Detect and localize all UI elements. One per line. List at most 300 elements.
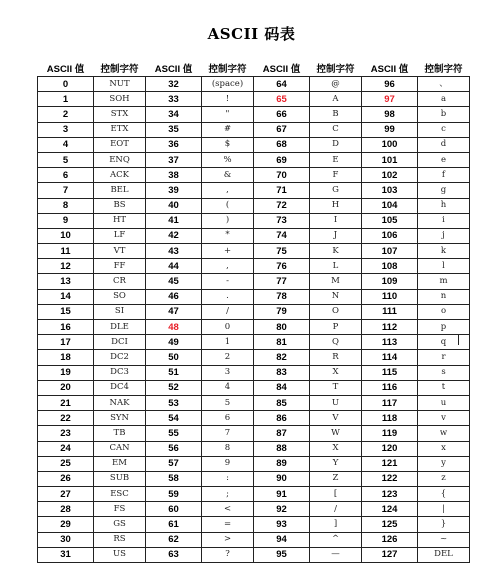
character-cell: p [418,320,470,335]
ascii-code-cell: 29 [38,517,94,532]
character-cell: R [310,350,362,365]
ascii-code-cell: 121 [362,456,418,471]
character-cell: u [418,395,470,410]
ascii-code-cell: 32 [146,77,202,92]
character-cell: j [418,228,470,243]
ascii-code-cell: 86 [254,411,310,426]
character-cell: r [418,350,470,365]
character-cell: q [418,335,470,350]
character-cell: ; [202,487,254,502]
table-row [38,152,470,167]
column-header: ASCII 值 [146,60,202,77]
table-row [38,471,470,486]
character-cell: , [202,183,254,198]
character-cell: DLE [94,320,146,335]
ascii-code-cell: 41 [146,213,202,228]
ascii-code-cell: 63 [146,547,202,562]
character-cell: $ [202,137,254,152]
table-row [38,320,470,335]
character-cell: d [418,137,470,152]
ascii-code-cell: 50 [146,350,202,365]
ascii-code-cell: 14 [38,289,94,304]
ascii-code-cell: 45 [146,274,202,289]
ascii-code-cell: 59 [146,487,202,502]
character-cell: BEL [94,183,146,198]
column-header: 控制字符 [202,60,254,77]
character-cell: 4 [202,380,254,395]
character-cell: ( [202,198,254,213]
character-cell: % [202,152,254,167]
text-cursor-mark [458,334,459,345]
ascii-code-cell: 44 [146,259,202,274]
ascii-code-cell: 76 [254,259,310,274]
page-title: ASCII 码表 [207,25,296,43]
character-cell: 9 [202,456,254,471]
ascii-code-cell: 120 [362,441,418,456]
ascii-code-cell: 22 [38,411,94,426]
column-header: 控制字符 [94,60,146,77]
character-cell: A [310,92,362,107]
ascii-code-cell: 68 [254,137,310,152]
ascii-code-cell: 127 [362,547,418,562]
ascii-code-cell: 67 [254,122,310,137]
ascii-code-cell: 18 [38,350,94,365]
table-row [38,502,470,517]
ascii-code-cell: 21 [38,395,94,410]
ascii-code-cell: 124 [362,502,418,517]
character-cell: * [202,228,254,243]
ascii-code-cell: 80 [254,320,310,335]
character-cell: y [418,456,470,471]
character-cell: NUT [94,77,146,92]
ascii-code-cell: 113 [362,335,418,350]
character-cell: J [310,228,362,243]
character-cell: | [418,502,470,517]
ascii-code-cell: 98 [362,107,418,122]
character-cell: SYN [94,411,146,426]
ascii-code-cell: 49 [146,335,202,350]
ascii-code-cell: 58 [146,471,202,486]
character-cell: c [418,122,470,137]
ascii-code-cell: 102 [362,168,418,183]
ascii-code-cell: 2 [38,107,94,122]
ascii-code-cell: 27 [38,487,94,502]
character-cell: DC3 [94,365,146,380]
ascii-code-cell: 108 [362,259,418,274]
character-cell: CR [94,274,146,289]
character-cell: s [418,365,470,380]
character-cell: " [202,107,254,122]
ascii-code-cell: 17 [38,335,94,350]
character-cell: LF [94,228,146,243]
character-cell: z [418,471,470,486]
character-cell: DCI [94,335,146,350]
column-header: ASCII 值 [38,60,94,77]
ascii-code-cell: 62 [146,532,202,547]
character-cell: NAK [94,395,146,410]
character-cell: { [418,487,470,502]
character-cell: w [418,426,470,441]
ascii-code-cell: 73 [254,213,310,228]
character-cell: D [310,137,362,152]
character-cell: G [310,183,362,198]
ascii-code-cell: 36 [146,137,202,152]
character-cell: I [310,213,362,228]
ascii-code-cell: 48 [146,320,202,335]
ascii-code-cell: 105 [362,213,418,228]
character-cell: l [418,259,470,274]
ascii-code-cell: 69 [254,152,310,167]
ascii-code-cell: 51 [146,365,202,380]
character-cell: m [418,274,470,289]
character-cell: o [418,304,470,319]
character-cell: / [310,502,362,517]
ascii-code-cell: 25 [38,456,94,471]
character-cell: 0 [202,320,254,335]
ascii-code-cell: 111 [362,304,418,319]
ascii-code-cell: 3 [38,122,94,137]
character-cell: + [202,244,254,259]
character-cell: ] [310,517,362,532]
ascii-code-cell: 66 [254,107,310,122]
character-cell: N [310,289,362,304]
ascii-code-cell: 30 [38,532,94,547]
table-row [38,198,470,213]
ascii-code-cell: 126 [362,532,418,547]
character-cell: P [310,320,362,335]
ascii-code-cell: 0 [38,77,94,92]
table-row [38,259,470,274]
character-cell: @ [310,77,362,92]
character-cell: # [202,122,254,137]
table-row [38,168,470,183]
character-cell: = [202,517,254,532]
character-cell: k [418,244,470,259]
table-header-row [38,60,470,77]
ascii-code-cell: 71 [254,183,310,198]
ascii-code-cell: 95 [254,547,310,562]
character-cell: X [310,365,362,380]
character-cell: L [310,259,362,274]
column-header: 控制字符 [418,60,470,77]
character-cell: ESC [94,487,146,502]
ascii-table [37,60,470,563]
ascii-code-cell: 75 [254,244,310,259]
ascii-code-cell: 26 [38,471,94,486]
table-row [38,122,470,137]
ascii-code-cell: 13 [38,274,94,289]
ascii-code-cell: 72 [254,198,310,213]
ascii-code-cell: 99 [362,122,418,137]
ascii-code-cell: 28 [38,502,94,517]
table-row [38,365,470,380]
ascii-code-cell: 115 [362,365,418,380]
character-cell: 3 [202,365,254,380]
character-cell: W [310,426,362,441]
table-row [38,92,470,107]
character-cell: & [202,168,254,183]
character-cell: DC4 [94,380,146,395]
character-cell: SI [94,304,146,319]
ascii-code-cell: 7 [38,183,94,198]
column-header: ASCII 值 [254,60,310,77]
ascii-code-cell: 8 [38,198,94,213]
character-cell: K [310,244,362,259]
ascii-code-cell: 6 [38,168,94,183]
character-cell: TB [94,426,146,441]
character-cell: 8 [202,441,254,456]
ascii-code-cell: 82 [254,350,310,365]
ascii-code-cell: 54 [146,411,202,426]
character-cell: . [202,289,254,304]
character-cell: , [202,259,254,274]
ascii-code-cell: 4 [38,137,94,152]
ascii-code-cell: 53 [146,395,202,410]
ascii-code-cell: 61 [146,517,202,532]
ascii-code-cell: 16 [38,320,94,335]
column-header: 控制字符 [310,60,362,77]
ascii-code-cell: 101 [362,152,418,167]
character-cell: E [310,152,362,167]
ascii-code-cell: 19 [38,365,94,380]
character-cell: CAN [94,441,146,456]
character-cell: t [418,380,470,395]
table-row [38,77,470,92]
ascii-code-cell: 12 [38,259,94,274]
character-cell: b [418,107,470,122]
ascii-code-cell: 83 [254,365,310,380]
character-cell: / [202,304,254,319]
ascii-code-cell: 33 [146,92,202,107]
character-cell: 2 [202,350,254,365]
ascii-code-cell: 40 [146,198,202,213]
character-cell: B [310,107,362,122]
character-cell: f [418,168,470,183]
ascii-code-cell: 103 [362,183,418,198]
character-cell: i [418,213,470,228]
ascii-code-cell: 43 [146,244,202,259]
table-row [38,487,470,502]
character-cell: 、 [418,77,470,92]
ascii-code-cell: 1 [38,92,94,107]
character-cell: O [310,304,362,319]
character-cell: EOT [94,137,146,152]
ascii-code-cell: 117 [362,395,418,410]
ascii-code-cell: 118 [362,411,418,426]
ascii-code-cell: 93 [254,517,310,532]
character-cell: Y [310,456,362,471]
ascii-code-cell: 87 [254,426,310,441]
ascii-code-cell: 34 [146,107,202,122]
ascii-code-cell: 116 [362,380,418,395]
ascii-code-cell: 74 [254,228,310,243]
character-cell: x [418,441,470,456]
ascii-code-cell: 24 [38,441,94,456]
ascii-code-cell: 110 [362,289,418,304]
ascii-code-cell: 91 [254,487,310,502]
ascii-code-cell: 52 [146,380,202,395]
character-cell: Z [310,471,362,486]
character-cell: HT [94,213,146,228]
ascii-code-cell: 42 [146,228,202,243]
ascii-code-cell: 97 [362,92,418,107]
ascii-code-cell: 35 [146,122,202,137]
table-row [38,456,470,471]
ascii-code-cell: 15 [38,304,94,319]
character-cell: DEL [418,547,470,562]
table-row [38,107,470,122]
ascii-code-cell: 20 [38,380,94,395]
character-cell: GS [94,517,146,532]
character-cell: ? [202,547,254,562]
ascii-code-cell: 106 [362,228,418,243]
table-row [38,213,470,228]
ascii-code-cell: 5 [38,152,94,167]
character-cell: h [418,198,470,213]
ascii-code-cell: 60 [146,502,202,517]
ascii-code-cell: 90 [254,471,310,486]
ascii-code-cell: 9 [38,213,94,228]
character-cell: U [310,395,362,410]
character-cell: M [310,274,362,289]
ascii-code-cell: 38 [146,168,202,183]
ascii-code-cell: 100 [362,137,418,152]
ascii-code-cell: 125 [362,517,418,532]
ascii-code-cell: 107 [362,244,418,259]
character-cell: ! [202,92,254,107]
ascii-code-cell: 77 [254,274,310,289]
character-cell: ~ [418,532,470,547]
table-row [38,532,470,547]
ascii-code-cell: 55 [146,426,202,441]
character-cell: v [418,411,470,426]
character-cell: ETX [94,122,146,137]
table-row [38,350,470,365]
ascii-code-cell: 94 [254,532,310,547]
ascii-code-cell: 65 [254,92,310,107]
character-cell: V [310,411,362,426]
table-row [38,228,470,243]
character-cell: STX [94,107,146,122]
character-cell: 1 [202,335,254,350]
table-row [38,304,470,319]
character-cell: RS [94,532,146,547]
ascii-code-cell: 56 [146,441,202,456]
ascii-code-cell: 114 [362,350,418,365]
ascii-code-cell: 37 [146,152,202,167]
ascii-code-cell: 88 [254,441,310,456]
ascii-code-cell: 109 [362,274,418,289]
character-cell: VT [94,244,146,259]
ascii-code-cell: 70 [254,168,310,183]
ascii-code-cell: 78 [254,289,310,304]
character-cell: DC2 [94,350,146,365]
ascii-code-cell: 104 [362,198,418,213]
column-header: ASCII 值 [362,60,418,77]
ascii-code-cell: 84 [254,380,310,395]
ascii-code-cell: 89 [254,456,310,471]
character-cell: n [418,289,470,304]
character-cell: ENQ [94,152,146,167]
ascii-code-cell: 85 [254,395,310,410]
character-cell: g [418,183,470,198]
table-row [38,426,470,441]
table-row [38,395,470,410]
ascii-code-cell: 81 [254,335,310,350]
character-cell: SOH [94,92,146,107]
ascii-code-cell: 47 [146,304,202,319]
character-cell: F [310,168,362,183]
character-cell: } [418,517,470,532]
table-row [38,441,470,456]
table-row [38,517,470,532]
character-cell: X [310,441,362,456]
character-cell: 5 [202,395,254,410]
character-cell: SUB [94,471,146,486]
character-cell: SO [94,289,146,304]
ascii-code-cell: 112 [362,320,418,335]
character-cell: a [418,92,470,107]
character-cell: ^ [310,532,362,547]
character-cell: (space) [202,77,254,92]
character-cell: T [310,380,362,395]
character-cell: US [94,547,146,562]
ascii-code-cell: 31 [38,547,94,562]
character-cell: EM [94,456,146,471]
table-row [38,289,470,304]
table-row [38,411,470,426]
table-body [38,77,470,563]
ascii-code-cell: 57 [146,456,202,471]
character-cell: C [310,122,362,137]
ascii-code-cell: 11 [38,244,94,259]
character-cell: [ [310,487,362,502]
table-row [38,183,470,198]
character-cell: H [310,198,362,213]
ascii-code-cell: 46 [146,289,202,304]
character-cell: : [202,471,254,486]
ascii-code-cell: 64 [254,77,310,92]
ascii-code-cell: 122 [362,471,418,486]
ascii-code-cell: 96 [362,77,418,92]
character-cell: > [202,532,254,547]
character-cell: ) [202,213,254,228]
ascii-code-cell: 23 [38,426,94,441]
character-cell: FS [94,502,146,517]
character-cell: Q [310,335,362,350]
character-cell: — [310,547,362,562]
ascii-code-cell: 92 [254,502,310,517]
ascii-code-cell: 79 [254,304,310,319]
table-row [38,244,470,259]
ascii-code-cell: 39 [146,183,202,198]
ascii-code-cell: 10 [38,228,94,243]
table-row [38,137,470,152]
character-cell: 6 [202,411,254,426]
character-cell: 7 [202,426,254,441]
table-row [38,335,470,350]
ascii-code-cell: 119 [362,426,418,441]
character-cell: < [202,502,254,517]
character-cell: - [202,274,254,289]
character-cell: e [418,152,470,167]
character-cell: BS [94,198,146,213]
character-cell: ACK [94,168,146,183]
ascii-code-cell: 123 [362,487,418,502]
table-row [38,380,470,395]
table-row [38,547,470,562]
character-cell: FF [94,259,146,274]
